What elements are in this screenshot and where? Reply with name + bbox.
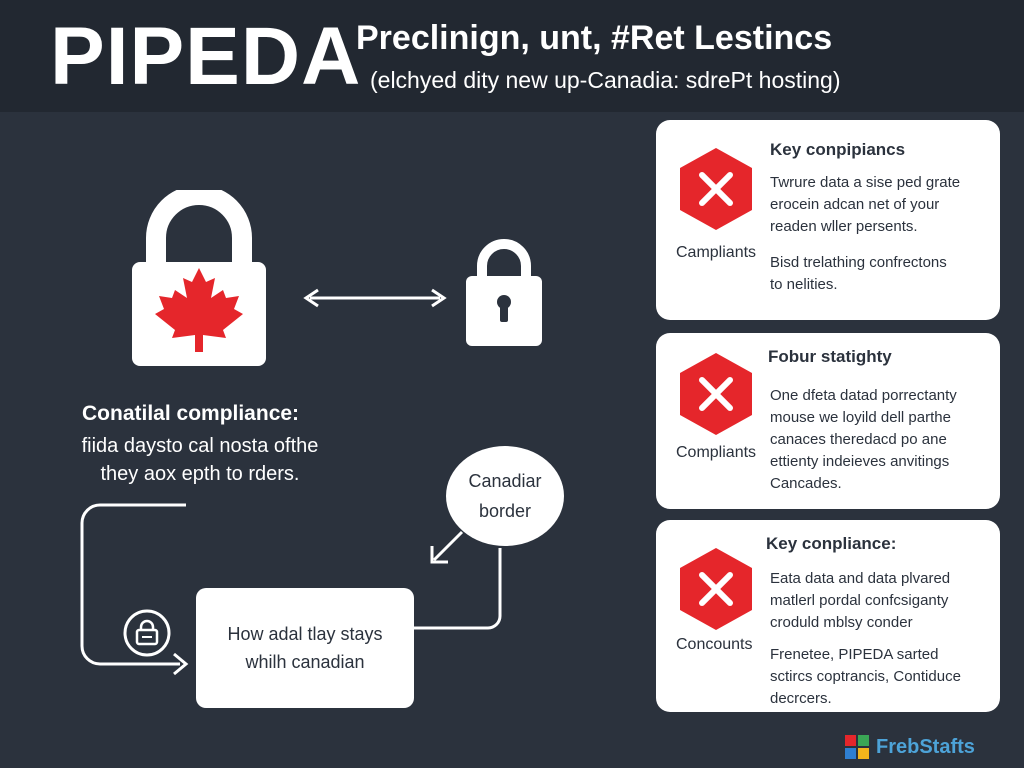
- card-body: [770, 568, 990, 710]
- card-body-line: croduld mblsy conder: [770, 614, 913, 631]
- data-box-line-1: How adal tlay stays: [227, 624, 383, 644]
- border-label-line-2: border: [478, 501, 532, 521]
- data-residency-box: [196, 588, 414, 708]
- card-body-line: sctircs coptrancis, Contiduce: [770, 668, 961, 685]
- lock-circle-icon: [122, 608, 172, 663]
- card-title: Fobur statighty: [768, 347, 892, 366]
- compliance-card-3: [656, 520, 1000, 712]
- page-subtitle-note: (elchyed dity new up-Canadia: sdrePt hosting): [370, 67, 841, 93]
- card-body-line: Bisd trelathing confrectons: [770, 254, 947, 271]
- card-label: Campliants: [676, 244, 757, 261]
- card-body-line: Eata data and data plvared: [770, 570, 951, 587]
- card-body-line: readen wller persents.: [770, 218, 918, 235]
- page-title: PIPEDA: [50, 11, 362, 102]
- error-x-icon: [678, 546, 754, 637]
- card-body-line: canaces theredacd po ane: [770, 431, 947, 448]
- card-body-line: erocein adcan net of your: [770, 196, 940, 213]
- compliance-heading: Conatilal compliance:: [82, 402, 300, 425]
- compliance-card-2: [656, 333, 1000, 509]
- brand-logo-text: FrebStafts: [876, 735, 975, 758]
- compliance-line-1: fiida daysto cal nosta ofthe: [81, 435, 319, 457]
- card-label: Concounts: [676, 636, 753, 653]
- compliance-card-1: [656, 120, 1000, 320]
- card-body-line: ettienty indeieves anvitings: [770, 453, 950, 470]
- card-body-line: matlerl pordal confcsiganty: [770, 592, 949, 609]
- card-body: [770, 385, 990, 495]
- error-x-icon: [678, 351, 754, 442]
- card-body-line: Twrure data a sise ped grate: [770, 174, 961, 191]
- card-label: Compliants: [676, 444, 757, 461]
- card-body-line: to nelities.: [770, 276, 838, 293]
- windows-style-logo-icon: [844, 734, 870, 760]
- brand-logo: [844, 732, 975, 762]
- page-subtitle: Preclinign, unt, #Ret Lestincs: [356, 19, 833, 57]
- card-title: Key conpipiancs: [770, 140, 906, 159]
- border-label-line-1: Canadiar: [468, 471, 542, 491]
- error-x-icon: [678, 146, 754, 237]
- card-body-line: Cancades.: [770, 475, 842, 492]
- card-body-line: Frenetee, PIPEDA sarted: [770, 646, 939, 663]
- card-title: Key conpliance:: [766, 534, 897, 553]
- card-body-line: mouse we loyild dell parthe: [770, 409, 951, 426]
- card-body: [770, 172, 990, 296]
- data-box-line-2: whilh canadian: [245, 652, 365, 672]
- compliance-line-2: they aox epth to rders.: [100, 463, 300, 485]
- card-body-line: One dfeta datad porrectanty: [770, 387, 957, 404]
- card-body-line: decrcers.: [770, 690, 832, 707]
- canadian-border-node: [446, 446, 564, 546]
